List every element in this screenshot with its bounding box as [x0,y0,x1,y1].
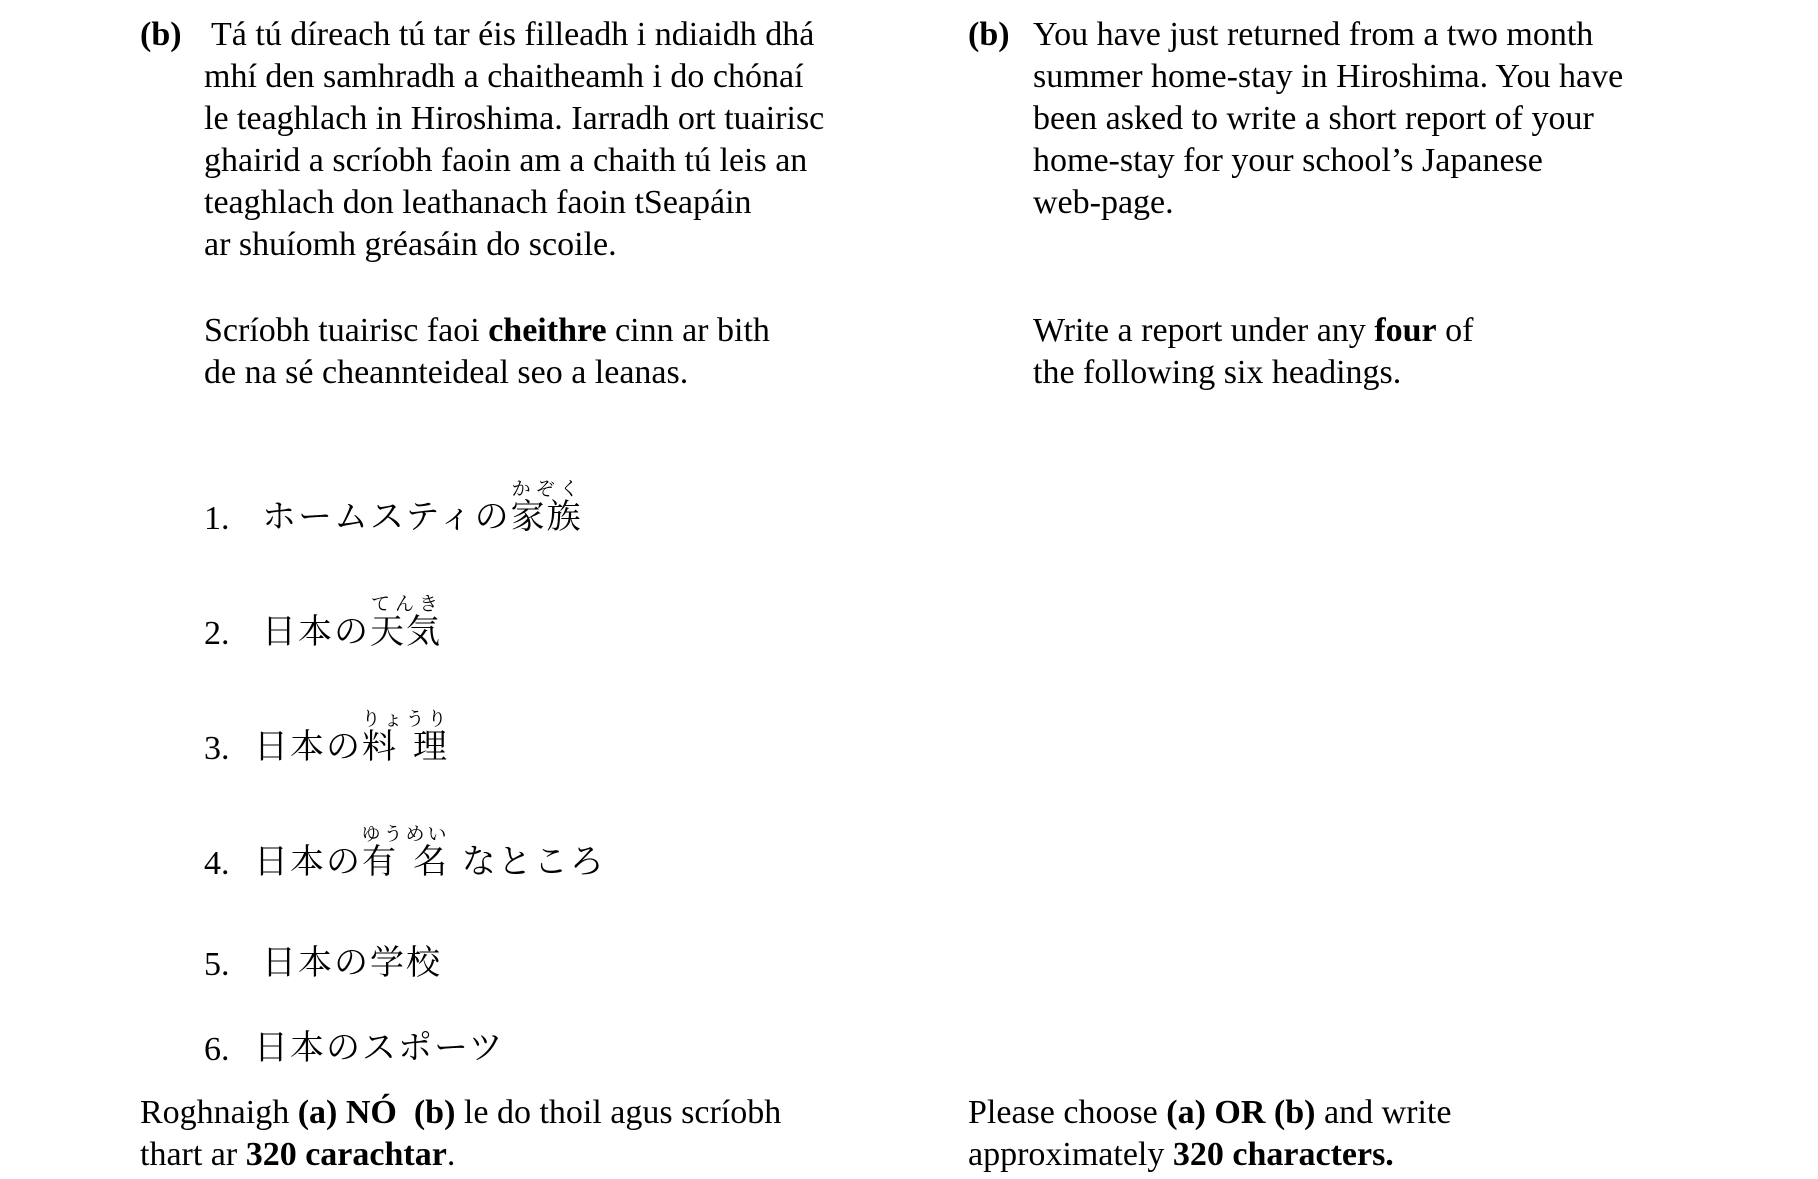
heading-item-2 [204,593,442,653]
footer-irish-line-2 [140,1134,455,1177]
footer-irish-options: (a) NÓ (b) [297,1094,456,1131]
heading-text-prefix: ホームスティの [262,497,511,537]
english-question-label: (b) [968,16,1010,53]
footer-english-text: approximately [968,1136,1173,1173]
heading-text: 日本のスポーツ [254,1028,505,1068]
heading-number: 6. [204,1031,230,1068]
ruby-base: 天気 [370,612,442,652]
irish-intro-line-4: ghairid a scríobh faoin am a chaith tú leis an [204,142,808,179]
ruby-base: 料 理 [361,727,450,767]
english-intro-line-1: You have just returned from a two month [1033,16,1594,53]
heading-text-suffix: なところ [461,842,606,882]
ruby-reading: りょうり [361,708,450,730]
footer-irish-line-1 [140,1092,781,1135]
heading-ruby [361,708,450,767]
english-instruction-line-1 [1033,310,1473,353]
heading-ruby [361,823,450,882]
heading-ruby [510,478,583,537]
irish-question-label: (b) [140,16,182,53]
ruby-reading: かぞく [510,478,583,500]
footer-irish-text-end: le do thoil agus scríobh [455,1094,782,1131]
irish-intro-line-2: mhí den samhradh a chaitheamh i do chónaí [204,58,804,95]
heading-number: 5. [204,946,230,983]
irish-instruction-line-2: de na sé cheannteideal seo a leanas. [204,354,689,391]
heading-number: 1. [204,500,230,537]
heading-number: 3. [204,730,230,767]
footer-english-text: Please choose [968,1094,1167,1131]
heading-item-1 [204,478,583,538]
english-instruction-text: Write a report under any [1033,312,1375,349]
heading-item-6 [204,1020,505,1069]
footer-irish-period: . [446,1136,456,1173]
heading-item-3 [204,708,449,768]
irish-instruction-text: Scríobh tuairisc faoi [204,312,489,349]
heading-text: 日本の学校 [262,943,442,983]
irish-intro-line-1: Tá tú díreach tú tar éis filleadh i ndiaidh dhá [211,16,815,53]
heading-item-4 [204,823,606,883]
english-intro-line-5: web-page. [1033,184,1174,221]
heading-text-prefix: 日本の [254,842,362,882]
ruby-reading: てんき [370,593,442,615]
heading-text [254,708,449,768]
english-instruction-line-2: the following six headings. [1033,354,1402,391]
footer-english-count: 320 characters. [1172,1136,1394,1173]
ruby-reading: ゆうめい [361,823,450,845]
irish-instruction-line-1 [204,310,770,353]
footer-english-text-end: and write [1315,1094,1452,1131]
footer-english-line-1 [968,1092,1451,1135]
footer-irish-text: Roghnaigh [140,1094,298,1131]
irish-instruction-emphasis: cheithre [488,312,607,349]
irish-instruction-text-end: cinn ar bith [606,312,770,349]
english-intro-line-4: home-stay for your school’s Japanese [1033,142,1543,179]
footer-english-line-2 [968,1134,1394,1177]
english-instruction-emphasis: four [1374,312,1437,349]
heading-number: 2. [204,615,230,652]
heading-text-prefix: 日本の [262,612,370,652]
heading-text [262,478,583,538]
ruby-base: 家族 [510,497,583,537]
ruby-base: 有 名 [361,842,450,882]
english-instruction-text-end: of [1436,312,1474,349]
heading-text [254,823,606,883]
heading-text [262,593,442,653]
heading-ruby [370,593,442,652]
footer-irish-text: thart ar [140,1136,246,1173]
footer-irish-count: 320 carachtar [245,1136,447,1173]
irish-intro-line-3: le teaghlach in Hiroshima. Iarradh ort tuairisc [204,100,825,137]
irish-intro-line-5: teaghlach don leathanach faoin tSeapáin [204,184,752,221]
footer-english-options: (a) OR (b) [1166,1094,1316,1131]
irish-intro-line-6: ar shuíomh gréasáin do scoile. [204,226,617,263]
heading-text-prefix: 日本の [254,727,362,767]
heading-item-5 [204,935,442,984]
heading-number: 4. [204,845,230,882]
english-intro-line-2: summer home-stay in Hiroshima. You have [1033,58,1624,95]
english-intro-line-3: been asked to write a short report of your [1033,100,1594,137]
